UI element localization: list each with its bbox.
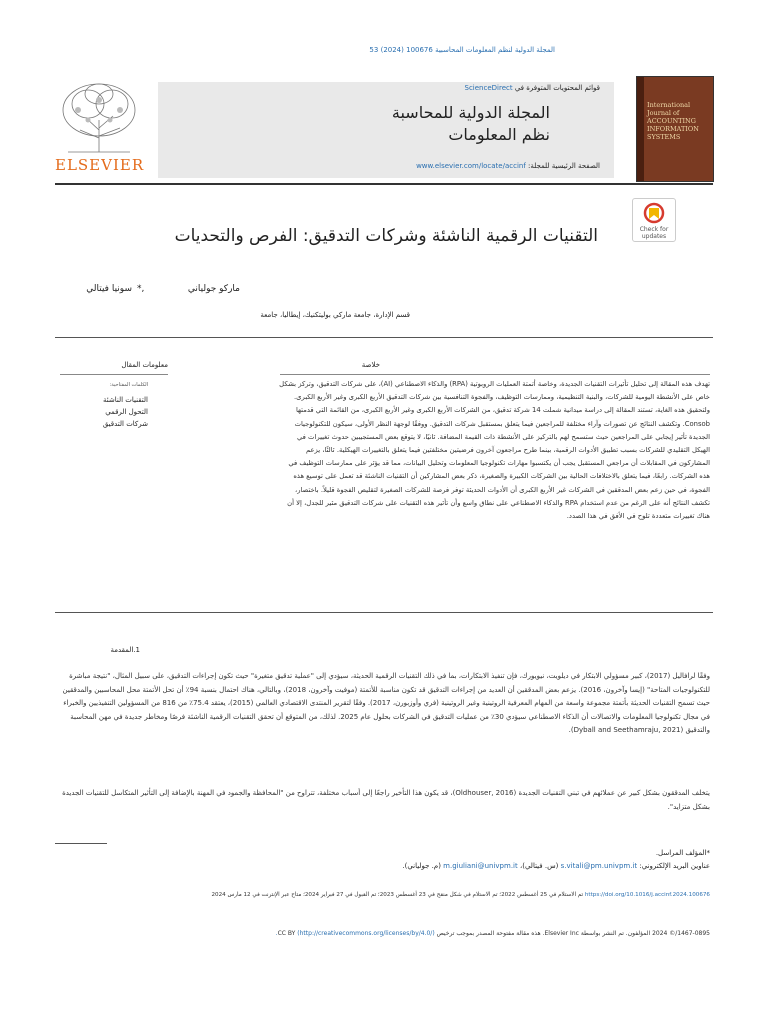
abstract-rule (280, 374, 710, 375)
publisher-logo: ELSEVIER (55, 156, 145, 174)
elsevier-tree-logo (58, 80, 140, 158)
cover-title: International Journal of ACCOUNTING INFORMATION SYSTEMS (647, 101, 699, 141)
journal-title-line2: نظم المعلومات (448, 125, 550, 144)
check-updates-icon (643, 202, 665, 224)
article-info-rule (60, 374, 168, 375)
keyword-item[interactable]: شركات التدقيق (102, 420, 148, 428)
contents-line (300, 82, 600, 94)
license-link[interactable]: (http://creativecommons.org/licenses/by/4.0/). (275, 930, 435, 937)
email-prefix: عناوين البريد الإلكتروني: (639, 862, 710, 870)
keyword-item[interactable]: التقنيات الناشئة (103, 396, 148, 404)
corresponding-author-note: *المؤلف المراسل. (655, 849, 710, 857)
keywords-label: الكلمات المفتاحية: (109, 382, 148, 388)
journal-title-line1: المجلة الدولية للمحاسبة (391, 103, 550, 122)
affiliation (260, 309, 410, 321)
info-rule (55, 337, 713, 338)
intro-heading: 1.المقدمة (110, 646, 140, 654)
sciencedirect-link[interactable]: ScienceDirect (464, 84, 513, 92)
author-giuliani[interactable]: ماركو جولياني (187, 284, 240, 294)
author-vitali[interactable]: سونيا فيتالي (86, 284, 132, 294)
check-updates-line2: updates (641, 233, 667, 240)
homepage-line (260, 160, 600, 172)
license-line (200, 928, 710, 939)
body-rule (55, 612, 713, 613)
doi-link[interactable]: https://doi.org/10.1016/j.accinf.2024.100676 (584, 892, 710, 898)
article-info-heading: معلومات المقال (121, 361, 168, 369)
license-text: 1467-0895/© 2024 المؤلفون. تم النشر بواسطة Elsevier Inc. هذه مقالة مفتوحة المصدر بموجب ترخيص CC BY (277, 930, 710, 937)
email-line (380, 860, 710, 872)
homepage-prefix: الصفحة الرئيسية للمجلة: (528, 162, 600, 170)
cover-stripe (637, 77, 644, 181)
email-vitali-name: (س. فيتالي)، (519, 862, 559, 870)
email-vitali[interactable]: s.vitali@pm.univpm.it (560, 862, 638, 870)
check-for-updates-badge[interactable] (632, 198, 676, 242)
affiliation-text: قسم الإدارة، جامعة ماركي بوليتكنيك، إيطاليا (282, 311, 410, 319)
journal-cover (636, 76, 714, 182)
journal-reference[interactable]: المجلة الدولية لنظم المعلومات المحاسبية 100676 (2024) 53 (369, 46, 555, 54)
affiliation-suffix: ، جامعة (260, 311, 283, 319)
keywords-list (60, 394, 148, 430)
header-rule (55, 183, 713, 185)
intro-paragraph-1: وفقًا لرافاليل (2017)، كبير مسؤولي الابتكار في ديلويت، نيويورك، فإن تنفيذ الابتكارات، بما في ذلك التقنيات الرقمية الحديثة، سيؤدي إلى "عملية تدقيق متغيرة" حيث تكون إجراءات التدقيق، على سبيل المثال، "نتيجة مباشرة للتكنولوجيات المتاحة" (إيسا وآخرون، 2016). يزعم بعض المدققين أن العديد من إجراءات التدقيق قد تكون مناسبة للأتمتة (موفيت وآخرون، 2018)، وبالتالي، هناك احتمال بنسبة 94٪ أن تحل الأتمتة محل المحاسبين والمدققين حيث تسمح التقنيات الحديثة بأتمتة مجموعة واسعة من المهام المعرفية الروتينية وغير الروتينية (فري وأوزبورن، 2017). وفقًا لتقرير المنتدى الاقتصادي العالمي (2015)، يعتقد 75.4٪ من 816 من المسؤولين التنفيذيين والخبراء في مجال تكنولوجيا المعلومات والاتصالات أن الذكاء الاصطناعي سيؤدي 30٪ من عمليات التدقيق في الشركات بحلول عام 2025. لذلك، من المتوقع أن تحقق التقنيات الرقمية الناشئة فرصًا ومخاطر جديدة في مهن المحاسبة والتدقيق (Dyball and Seethamraju, 2021). (62, 672, 710, 734)
intro-paragraph-2: يتخلف المدققون بشكل كبير عن عملائهم في تبني التقنيات الجديدة (Oldhouser, 2016)، قد يكون هذا التأخير راجعًا إلى أسباب مختلفة، تتراوح من "المحافظة والجمود في المهنة بالإضافة إلى التأثير المتكاسل للتقنيات الجديدة بشكل متزايد". (62, 789, 710, 811)
check-updates-line1: Check for (639, 226, 669, 233)
email-giuliani[interactable]: m.giuliani@univpm.it (443, 862, 518, 870)
author-marks[interactable]: *, (137, 284, 145, 294)
abstract-heading: خلاصة (361, 361, 380, 369)
abstract-text: تهدف هذه المقالة إلى تحليل تأثيرات التقنيات الجديدة، وخاصة أتمتة العمليات الروبوتية (RPA) والذكاء الاصطناعي (AI)، على شركات التدقيق، وتركز بشكل خاص على الأنشطة اليومية للشركات، والبنية التنظيمية، وممارسات التوظيف، والفجوة التنافسية بين شركات التدقيق الأربع الكبرى وغير الأربع الكبرى. ولتحقيق هذه الغاية، تستند المقالة إلى دراسة ميدانية شملت 14 شركة تدقيق، من الشركات الأربع الكبرى وغير الأربع الكبرى، من القائمة التي قدمتها Consob. وتكشف النتائج عن تصورات وآراء مختلفة للمراجعين فيما يتعلق بمستقبل شركات التدقيق. ووفقًا لوجهة النظر الأولى، سيكون للتكنولوجيات الجديدة تأثير إيجابي على المراجعين حيث ستسمح لهم بالتركيز على الأنشطة ذات القيمة المضافة. ثانيًا، لا يتوقع بعض المستجيبين حدوث تغييرات في الهيكل التقليدي للشركات بسبب تطبيق الأدوات الرقمية، بينما طرح مراجعون آخرون فرضيتين مختلفتين فيما يتعلق بالتغييرات الهيكلية. ثالثًا، يزعم المشاركون في المقابلات أن مراجعي المستقبل يجب أن يكتسبوا مهارات تكنولوجيا المعلومات وتحليل البيانات، مما قد يؤثر على ممارسات التوظيف في هذه الشركات. رابعًا، فيما يتعلق بالاختلافات الحالية بين الشركات الكبيرة والصغيرة، ذكر بعض المشاركين أن التقنيات الناشئة قد تعمل على توسيع هذه الفجوة، في حين زعم بعض المدققين في الشركات غير الأربع الكبرى أن الأدوات الحديثة توفر فرصة للشركات الصغيرة لتقليص الفجوة قليلاً. باختصار، تكشف النتائج أنه على الرغم من عدم استخدام RPA والذكاء الاصطناعي على نطاق واسع وأن تأثير هذه التقنيات على شركات التدقيق مثير للجدل، إلا أن هناك تغييرات متعددة تلوح في الأفق في هذا الصدد. (279, 380, 710, 521)
email-giuliani-name: (م. جولياني). (402, 862, 441, 870)
homepage-link[interactable]: www.elsevier.com/locate/accinf (416, 162, 526, 170)
keyword-item[interactable]: التحول الرقمي (105, 408, 148, 416)
history-text: تم الاستلام في 25 أغسطس 2022؛ تم الاستلام في شكل منقح في 23 أغسطس 2023؛ تم القبول في 27 فبراير 2024؛ متاح عبر الإنترنت في 12 مارس 2024 (211, 892, 584, 898)
doi-history-line (60, 890, 710, 901)
journal-title (250, 102, 550, 146)
contents-prefix: قوائم المحتويات المتوفرة في (514, 84, 600, 92)
article-title: التقنيات الرقمية الناشئة وشركات التدقيق: الفرص والتحديات (174, 226, 598, 246)
footnote-rule (55, 843, 107, 844)
